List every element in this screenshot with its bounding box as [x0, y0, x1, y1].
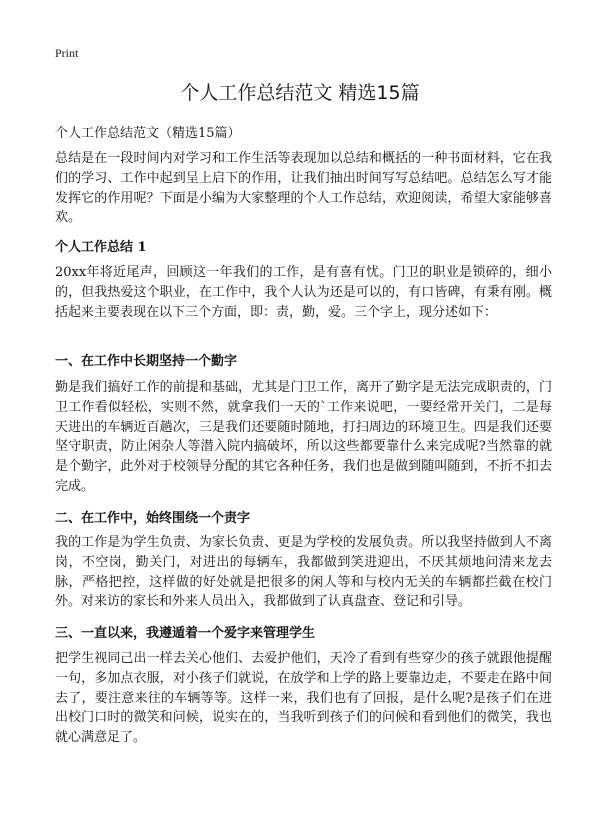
subheading-responsibility: 二、在工作中，始终围绕一个责字 [55, 511, 251, 526]
section-intro-paragraph: 20xx年将近尾声，回顾这一年我们的工作，是有喜有忧。门卫的职业是锁碎的，细小的，但我热爱这个职业，在工作中，我个人认为还是可以的，有口皆碑，有秉有刚。概括起来主要表现在以下三个方面，即：责，勤，爱。三个字上，现分述如下： [55, 265, 552, 320]
section-heading: 个人工作总结 1 [55, 240, 147, 255]
paragraph-love: 把学生视同己出一样去关心他们、去爱护他们，天冷了看到有些穿少的孩子就跟他提醒一句，多加点衣服，对小孩子们就说，在放学和上学的路上要靠边走，不要走在路中间去了，要注意来往的车辆等等。这样一来，我们也有了回报，是什么呢?是孩子们在进出校门口时的微笑和问候，说实在的，当我听到孩子们的问候和看到他们的微笑，我也就心满意足了。 [55, 651, 552, 746]
subheading-diligence: 一、在工作中长期坚持一个勤字 [55, 354, 238, 369]
subheading-love: 三、一直以来，我遵遁着一个爱字来管理学生 [55, 626, 316, 641]
intro-paragraph: 总结是在一段时间内对学习和工作生活等表现加以总结和概括的一种书面材料，它在我们的学习、工作中起到呈上启下的作用，让我们抽出时间写写总结吧。总结怎么写才能发挥它的作用呢？下面是小编为大家整理的个人工作总结，欢迎阅读，希望大家能够喜欢。 [55, 151, 552, 226]
paragraph-responsibility: 我的工作是为学生负责、为家长负责、更是为学校的发展负责。所以我坚持做到人不离岗，不空岗，勤关门，对进出的每辆车，我都做到笑进迎出，不厌其烦地问清来龙去脉，严格把控，这样做的好处就是把很多的闲人等和与校内无关的车辆都拦截在校门外。对来访的家长和外来人员出入，我都做到了认真盘查、登记和引导。 [55, 535, 552, 610]
paragraph-diligence: 勤是我们搞好工作的前提和基础，尤其是门卫工作，离开了勤字是无法完成职责的，门卫工作看似轻松，实则不然，就拿我们一天的`工作来说吧，一要经常开关门，二是每天进出的车辆近百趟次，三是我们还要随时随地，打扫周边的环境卫生。四是我们还要坚守职责，防止闲杂人等潜入院内搞破坏，所以这些都要靠什么来完成呢?当然靠的就是个勤字，此外对于校领导分配的其它各种任务，我们也是做到随叫随到，不折不扣去完成。 [55, 380, 552, 494]
document-subtitle: 个人工作总结范文（精选15篇） [55, 126, 241, 141]
print-link[interactable]: Print [55, 46, 79, 60]
page-title: 个人工作总结范文 精选15篇 [180, 82, 420, 104]
